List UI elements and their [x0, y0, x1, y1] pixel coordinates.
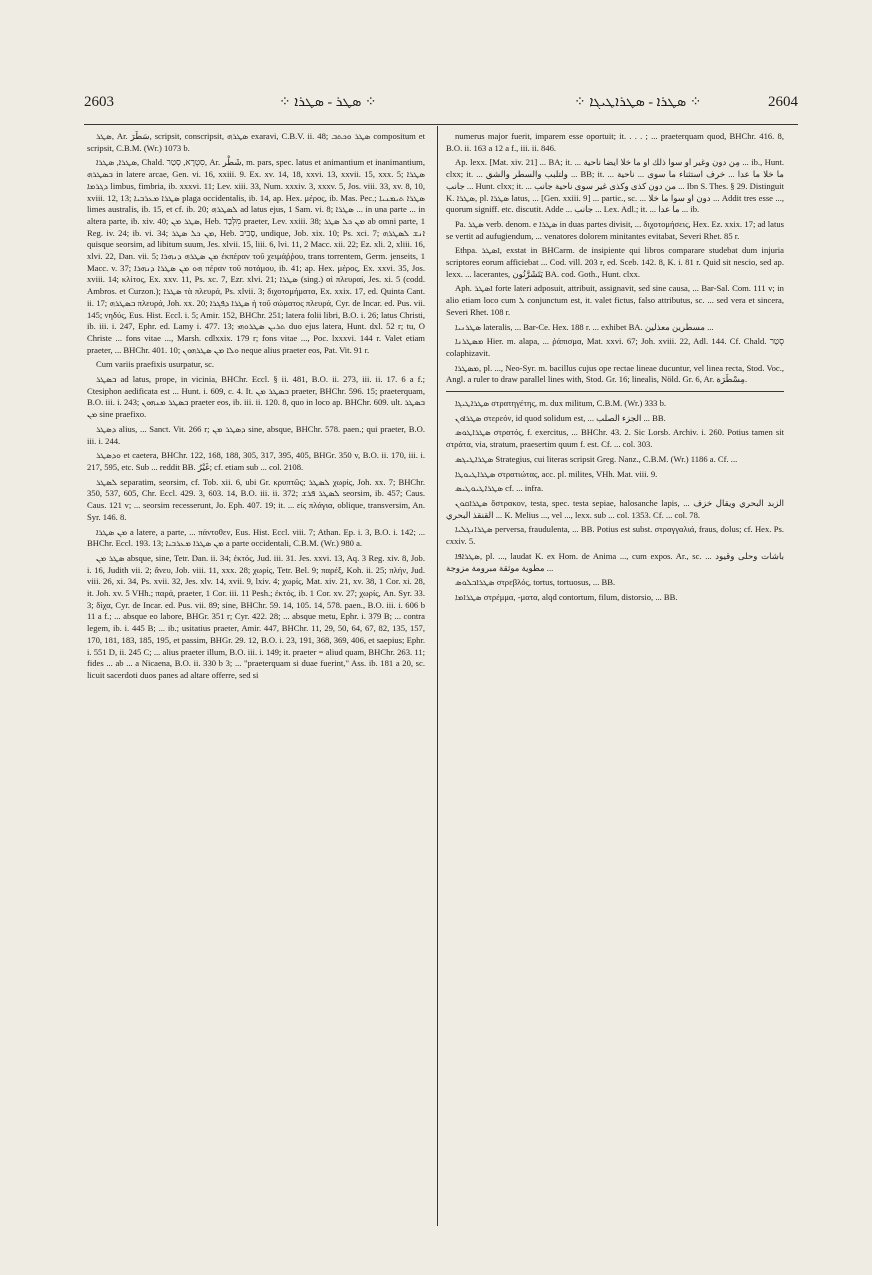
dictionary-entry: ܣܛܪ ܡܢ absque, sine, Tetr. Dan. ii. 34; ἐκτός, Jud. iii. 31. Jes. xxvi. 13, Aq. 3 Reg. xiv. 8, Job. i. 16, Judith vii. 2; ἄνευ, Job. viii. 11, xxx. 28; χωρίς, Tetr. Bel. 9; παρέξ, Koh. ii. 25; πλήν, Jud. viii. 26, xi. 34, Ps. xvii. 32, Jes. xlv. 14, xvii. 9, lxiv. 4; χωρίς, Mat. xiv. 21, xv. 38, 1 Cor. xi. 28, it. Joh. xv. 5 VHh.; παρά, praeter, 1 Cor. iii. 11 Pesh.; ἐκτός, ib. 1 Cor. xv. 27; χωρίς, An. Syr. 33. 3; δίχα, Cyr. de Incar. ed. Pus. vii. 89; sine, BHChr. 59. 14, 105. 14, 578. paen., B.O. iii. i. 606 b 11 a f.; ... absque eo labore, BHGr. 351 r; Cyr. 422. 28; ... absque metu, Ephr. i. 379 B; ... contra legem, ib. i. 445 B; ... ib.; usitatius praeter, Amir. 447, BHChr. 11, 29, 50, 64, 67, 82, 135, 157, 170, 181, 183, 185, 195, et passim, BHGr. 29. 12, B.O. i. 23, 191, 368, 369, 406, et saepius; Ephr. i. 551 D, ii. 245 C; ... alius praeter illum, B.O. iii. i. 149; it. praeter = aliud quam, BHChr. 263. 11; fides ... ab ... a Nicaena, B.O. ii. 330 b 3; ... "praeterquam si duae fuerint," Ass. ib. 181 a 20, sc. licuit sacerdoti duos panes ad altare offerre, sed si — [87, 552, 425, 680]
dictionary-entry: ܣܛܪܐܘܢ στερεόν, id quod solidum est, ... الجزء الصلب ... BB. — [455, 412, 666, 423]
dictionary-entry: ܣܛܪ, Ar. سَطَرَ, scripsit, conscripsit, ܣܛܪܗ exaravi, C.B.V. ii. 48; ܣܛܪ ܘܟܬܒ compositum et scripsit, C.B.M. (Wr.) 1073 b. — [87, 131, 425, 153]
dictionary-entry: ܡܣܛܪܐ, pl. ..., Neo-Syr. m. bacillus cujus ope rectae lineae ducuntur, vel linea recta, Stod. Voc., Angl. a ruler to draw parallel lines with, Stod. Gr. 16; linealis, Nöld. Gr. 6, Ar. مِسْطَرَة. — [446, 362, 784, 385]
dictionary-entry: ܣܛܪܐܛܝܘܛܝܣ cf. ... infra. — [455, 483, 544, 494]
section-divider — [446, 391, 784, 392]
running-head-right: ⁘ ܣܛܪܐ - ܣܛܪܐܛܝܓܐ ⁘ — [574, 95, 702, 110]
dictionary-entry: ܣܛܪܐܩܘܢ ὄστρακον, testa, spec. testa sepiae, halosanche lapis, ... الزبد البحري ويقال خزف القنقذ البحري ... K. Melius ..., vel ..., lexx. sub ... col. 1353. Cf. ... col. 78. — [446, 497, 784, 520]
dictionary-entry: ܣܛܪܐܛܝܘܛܐ στρατιώτας, acc. pl. milites, VHh. Mat. viii. 9. — [455, 468, 658, 479]
page-number-right: 2604 — [768, 94, 798, 110]
dictionary-entry: ܣܛܪܢܝܐ lateralis, ... Bar-Ce. Hex. 188 r. ... exhibet BA. مسطرين معذلين ... — [455, 321, 714, 332]
header-rule — [84, 124, 798, 125]
dictionary-entry: Ap. lexx. [Mat. xiv. 21] ... BA; it. ... مِن دون وغير او سوا ذلك او ما خلا ايضا ناحية ... ib., Hunt. clxx; it. ... ولتلبب والسطر والشق ... BB; it. ... ما خلا ما عدا ... خرف استثناء ما سوى ... ناحية جانب ... Hunt. clxx; it. ... من دون كذى وكذى غير سوى ناحية جانب ... Ibn S. Thes. § 29. Distinguit K. ܣܛܪܐ, pl. ܣܛܪܐ latus, ... [Gen. xxiii. 9] ... partic., sc. ... دون او سوا ما خلا ... Addit tres esse ..., quorum signiff. etc. discutit. Adde ... جانب ... Lex. Adl.; it. ... ما عدا ... ib. — [446, 157, 785, 215]
running-head-left: ⁘ ܣܛܪ - ܣܛܪܐ ⁘ — [279, 95, 377, 110]
dictionary-entry: ܣܛܪܐܒܠܘܣ στρεβλός, tortus, tortuosus, ... BB. — [455, 577, 616, 588]
dictionary-entry: ܕܣܛܪ alius, ... Sanct. Vit. 266 r; ܕܣܛܪ ܡܢ sine, absque, BHChr. 578. paen.; qui praeter, B.O. iii. i. 244. — [87, 423, 425, 446]
dictionary-entry: Ethpa. ܐܣܛܪ, exstat in BHCarm. de insipiente qui libros comparare studebat dum injuria scriptores eorum afficiebat ... Cod. vill. 203 r, ed. Sceb. 142. 8, K. i. 81 r. Quid sit nescio, sed ap. lexx. ... lacerantes, يَتَشَرَّنُون BA. cod. Goth., Hunt. clxx. — [446, 245, 784, 279]
dictionary-entry: numerus major fuerit, imparem esse oportuit; it. . . . ; ... praeterquam quod, BHChr. 416. 8, B.O. ii. 163 a 12 a f., iii. ii. 846. — [446, 131, 784, 153]
dictionary-entry: ܣܛܪܐܡܐ στρέμμα, -ματα, alqd contortum, filum, distorsio, ... BB. — [455, 591, 678, 602]
dictionary-entry: ܣܛܪܐܢܓܠܝܐ perversa, fraudulenta, ... BB. Potius est subst. στραγγαλιά, fraus, dolus; cf. Hex. Ps. cxxiv. 5. — [446, 524, 784, 547]
dictionary-entry: Cum variis praefixis usurpatur, sc. — [96, 359, 215, 370]
dictionary-entry: ܣܛܪܐܛܘܣ στρατός, f. exercitus, ... BHChr. 43. 2. Sic Lorsb. Archiv. i. 260. Potius tamen sit στράτα, via, stratum, praesertim quum f. est. Cf. ... col. 303. — [446, 427, 784, 450]
page-number-left: 2603 — [84, 94, 114, 110]
dictionary-entry: ܣܛܪܐܦܐ, pl. ..., laudat K. ex Hom. de Anima ..., cum expos. Ar., sc. ... باشات وحلى وقيود مطوية موثقة مبرومة مزوجة ... — [446, 550, 784, 573]
dictionary-entry: ܣܛܪܐܛܝܓܐ στρατηγέτης, m. dux militum, C.B.M. (Wr.) 333 b. — [455, 398, 667, 409]
column-divider — [437, 126, 438, 1226]
dictionary-entry: Pa. ܣܛܪ verb. denom. e ܣܛܪܐ in duas partes divisit, ... διχοτομήσεις, Hex. Ez. xxix. 17; ad latus se vertit ad aufugiendum, ... venatores dolorem minitantes evitabat, Severi Rhet. 85 r. — [446, 218, 784, 241]
dictionary-entry: ܡܢ ܣܛܪܐ a latere, a parte, ... πάντοθεν, Eus. Hist. Eccl. viii. 7; Athan. Ep. i. 3, B.O. i. 142; ... BHChr. Eccl. 193. 13; ܡܢ ܣܛܪܐ ܡܥܪܒܝܐ a parte occidentali, C.B.M. (Wr.) 980 a. — [87, 526, 425, 549]
left-column — [87, 131, 425, 685]
right-column — [446, 131, 784, 607]
dictionary-entry: ܡܣܛܪܢܐ Hier. m. alapa, ... ῥάπισμα, Mat. xxvi. 67; Joh. xviii. 22, Adl. 144. Cf. Chald. סְטַר colaphizavit. — [446, 336, 784, 358]
dictionary-entry: ܒܣܛܪ ad latus, prope, in vicinia, BHChr. Eccl. § ii. 481, B.O. ii. 273, iii. ii. 17. 6 a f.; Ctesiphon aedificata est ... Hunt. i. 609, c. 4. It. ܒܣܛܪ ܡܢ praeter, BHChr. 596. 15; praeterquam, B.O. iii. i. 243; ܒܣܛܪ ܡܢܗܘܢ praeter eos, ib. iii. ii. 120. 8, quo in loco ap. BHChr. 609. ult. ܒܣܛܪ ܡܢ sine praefixo. — [87, 374, 425, 420]
dictionary-entry: ܘܕܣܛܪ et caetera, BHChr. 122, 168, 188, 305, 317, 395, 405, BHGr. 350 v, B.O. ii. 170, iii. i. 217, 595, etc. Sub ... reddit BB. غَيْرُ; cf. etiam sub ... col. 2108. — [87, 450, 425, 472]
dictionary-entry: ܣܛܪܐܛܝܓܣ Strategius, cui literas scripsit Greg. Nanz., C.B.M. (Wr.) 1186 a. Cf. ... — [455, 453, 738, 464]
dictionary-entry: ܣܛܪܐ, ܣܛܪܐ, Chald. סִטְרָא, סְטַר, Ar. شَطْر, m. pars, spec. latus et animantium et inanimantium, ܒܣܛܪܗ in latere arcae, Gen. vi. 16, xxiii. 9. Ex. xv. 14, 18, xxvi. 13, xxvii. 15, xxx. 5; ܣܛܪܐ ܕܓܪܡܐ limbus, fimbria, ib. xxxvi. 11; Lev. xiii. 33, Num. xxxiv. 3, xxxv. 5, Jos. viii. 33, xv. 8, 10, xviii. 12, 13; ܣܛܪܐ ܡܥܪܒܝܐ plaga occidentalis, ib. 14, ap. Hex. μέρος, ib. Mas. Pec.; ܣܛܪܐ ܬܝܡܢܝܐ limes australis, ib. 15, et cf. ib. 20; ܠܣܛܪܗ ad latus ejus, 1 Sam. vi. 8; ܣܛܪܐ ... in una parte ... in altera parte, ib. xiv. 40; ܣܛܪ ܡܢ, Heb. מִלְּבַד praeter, Lev. xxiii. 38; ܡܢ ܟܠ ܣܛܪ ab omni parte, 1 Reg. iv. 24; ib. vi. 34; ܡܢ ܟܠ ܣܛܪ, Heb. סָבִיב, undique, Job. xix. 10; Ps. xci. 7; ܐܢܫ ܠܣܛܪܗ quisque seorsim, ad libitum suum, Jes. xlvii. 15, liii. 6, lvi. 11, 2 Macc. xii. 22; Ez. xli. 2, xliii. 16, xlvi. 22, Dan. vii. 5; ܡܢ ܣܛܪܗ ܕܢܗܪܐ ἐκπέραν τοῦ χειμάῤῥου, trans torrentem, Germ. jenseits, 1 Macc. v. 37; ܗܘ ܡܢ ܣܛܪܐ ܕܢܗܪܐ πέραν τοῦ ποτάμου, ib. 41; ap. Hex. μέρος, Ex. xxvi. 35, Jos. xviii. 14; κλίτος, Ex. xxv. 11, Ps. xc. 7, Ezr. xlvi. 21; ܣܛܪܐ (sing.) αἱ πλευραί, Jes. xi. 5 (codd. Ambros. et Curzon.); ܣܛܪܐ τὰ πλευρά, Ps. xlvii. 3; διχοτομήματα, Ex. xxix. 17, ed. Quinta Cant. ii. 17; ܒܣܛܪܗ πλευρά, Joh. xx. 20; ܣܛܪܐ ܕܦܓܪܐ ἡ τοῦ σώματος πλευρά, Cyr. de Incar. ed. Pus. vii. 145; νηδύς, Eus. Hist. Eccl. i. 5; Amir. 152, BHChr. 251; latera folii libri, B.O. i. 26; latus Christi, ib. iii. i. 247, Ephr. ed. Lamy i. 477. 13; ܬܪܝܢ ܣܛܪܘܗܝ duo ejus latera, Hunt. dxl. 52 r; tu, O Christe ... fons vitae ..., Marsh. cdlxxix. 179 r; fons vitae ..., Poc. lxxxvi. 144 r. Valet etiam praeter, ... BHChr. 401. 10; ܘܠܐ ܡܢ ܣܛܪܗܘܢ neque alius praeter eos, Pat. Vit. 91 r. — [87, 157, 426, 355]
dictionary-entry: ܠܣܛܪ separatim, seorsim, cf. Tob. xii. 6, ubi Gr. κρυπτῶς; ܠܣܛܪ χωρίς, Joh. xx. 7; BHChr. 350, 537, 605, Chr. Eccl. 429. 3, 603. 14, B.O. iii. ii. 372; ܠܣܛܪ ܦܪܫ seorsim, ib. 457; Caus. Caus. 121 v; ... seorsim recesserunt, Jo. Eph. 407. 19; it. ... εἰς πλάγια, oblique, transversim, An. Syr. 146. 8. — [87, 476, 425, 522]
dictionary-entry: Aph. ܐܣܛܪ forte lateri adposuit, attribuit, assignavit, sed sine causa, ... Bar-Sal. Com. 111 v; in alio etiam loco cum ܠ conjunctum est, it. valet fictus, falso attributus, sc. ... sed vera et sincera, Severi Rhet. 108 r. — [446, 283, 784, 317]
page-header — [84, 94, 798, 118]
